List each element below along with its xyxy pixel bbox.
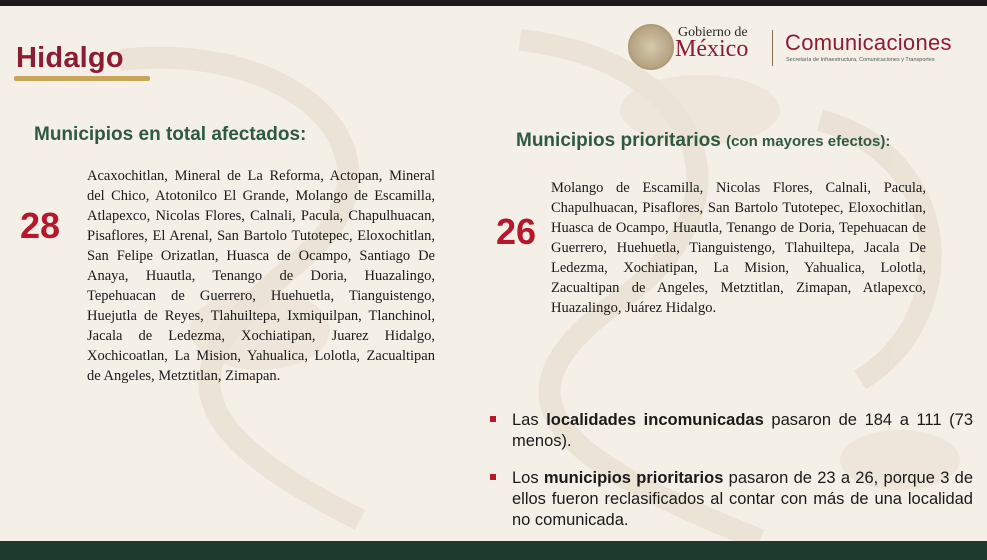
bullet-2-pre: Los <box>512 469 544 487</box>
bullet-1-bold: localidades incomunicadas <box>546 411 764 429</box>
total-affected-list: Acaxochitlan, Mineral de La Reforma, Actopan, Mineral del Chico, Atotonilco El Grande, Molango de Escamilla, Atlapexco, Nicolas Flores, Calnali, Pacula, Chapulhuacan, Pisaflores, El Arenal, San Bartolo Tutotepec, Eloxochitlan, San Felipe Orizatlan, Huasca de Ocampo, Santiago De Anaya, Huautla, Tenango de Doria, Huazalingo, Tepehuacan de Guerrero, Huehuetla, Tianguistengo, Huejutla de Reyes, Tlahuiltepa, Ixmiquilpan, Tlanchinol, Jacala de Ledezma, Xochiatipan, Juarez Hidalgo, Xochicoatlan, La Mision, Yahualica, Lolotla, Zacualtipan de Angeles, Metztitlan, Zimapan. <box>87 168 435 384</box>
government-logo <box>628 20 978 72</box>
page-title: Hidalgo <box>16 42 124 74</box>
bullet-marker-icon <box>490 474 496 480</box>
bullet-1-pre: Las <box>512 411 547 429</box>
priority-heading-note: (con mayores efectos): <box>726 133 891 150</box>
logo-comunicaciones-text: Comunicaciones <box>785 30 952 55</box>
logo-mexico-text: México <box>675 36 749 62</box>
priority-heading-main: Municipios prioritarios <box>516 130 721 151</box>
priority-count: 26 <box>496 211 537 252</box>
logo-gobierno-text: Gobierno de <box>678 25 748 40</box>
bullet-localidades <box>490 410 973 452</box>
bullet-1-post: pasaron de 184 a 111 (73 menos). <box>512 411 973 450</box>
bullet-marker-icon <box>490 416 496 422</box>
total-affected-count: 28 <box>20 205 61 246</box>
logo-subtitle: Secretaría de Infraestructura, Comunicaciones y Transportes <box>786 57 935 63</box>
priority-heading <box>516 130 890 152</box>
title-underline <box>14 76 150 81</box>
bullet-2-post: pasaron de 23 a 26, porque 3 de ellos fueron reclasificados al contar con más de una localidad no comunicada. <box>512 469 974 529</box>
summary-bullets <box>490 410 973 547</box>
logo-divider <box>772 30 773 66</box>
footer-bar <box>0 541 987 560</box>
national-seal-icon <box>628 24 674 70</box>
priority-list: Molango de Escamilla, Nicolas Flores, Calnali, Pacula, Chapulhuacan, Pisaflores, San Bartolo Tutotepec, Eloxochitlan, Huasca de Ocampo, Huautla, Tenango de Doria, Tepehuacan de Guerrero, Huehuetla, Tianguistengo, Tlahuiltepa, Jacala De Ledezma, Xochiatipan, La Mision, Yahualica, Lolotla, Zacualtipan de Angeles, Metztitlan, Zimapan, Atlapexco, Huazalingo, Juárez Hidalgo. <box>551 180 926 316</box>
bullet-municipios <box>490 468 973 531</box>
total-affected-heading: Municipios en total afectados: <box>34 124 307 145</box>
bullet-2-bold: municipios prioritarios <box>543 469 724 487</box>
